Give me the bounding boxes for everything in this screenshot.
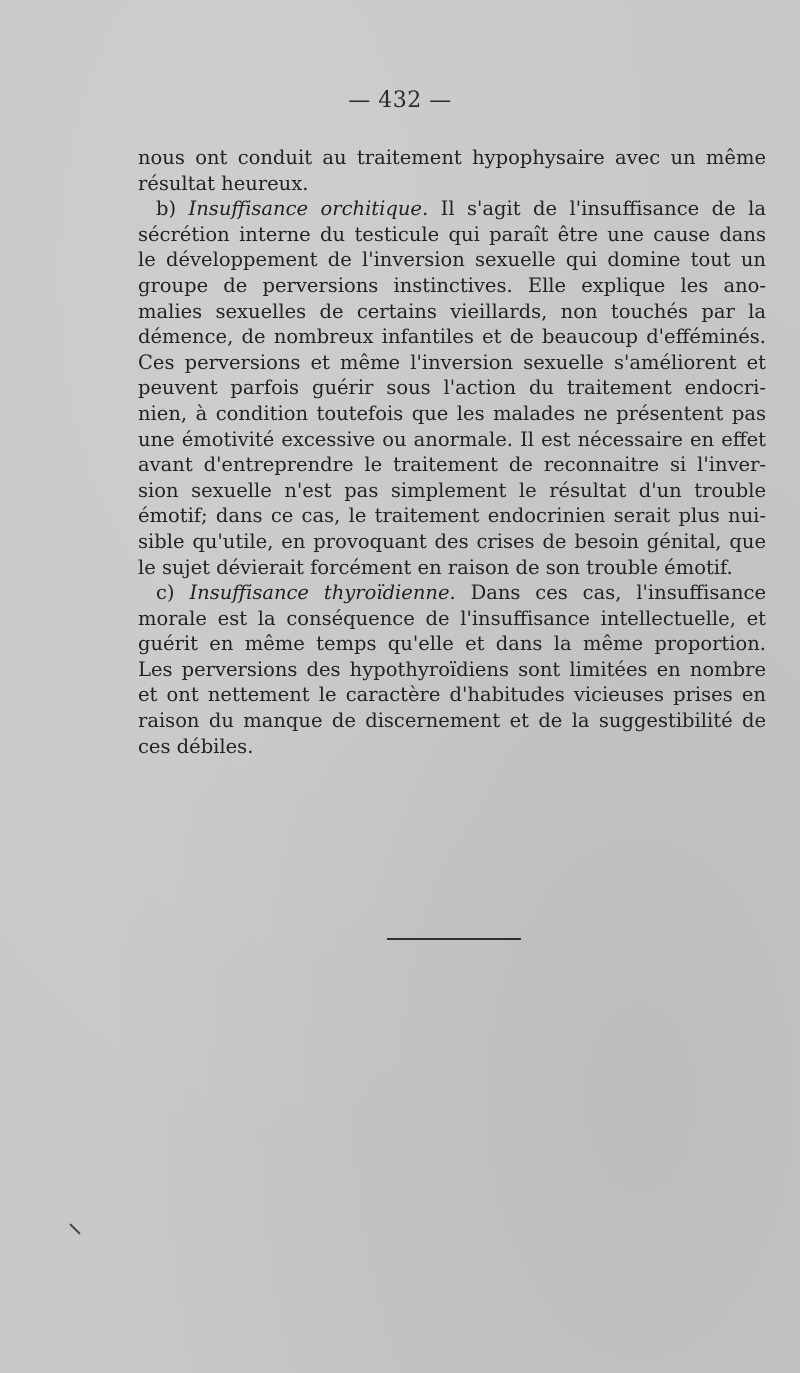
text-line: une émotivité excessive ou anormale. Il est nécessaire en effet [138, 427, 766, 451]
section-c-heading-line [138, 580, 766, 606]
text-line: ces débiles. [138, 734, 254, 758]
text-line: avant d'entreprendre le traitement de reconnaitre si l'inver- [138, 453, 766, 477]
section-b-label: b) [156, 197, 177, 221]
section-c-label: c) [156, 581, 175, 605]
text-line: Ces perversions et même l'inversion sexuelle s'améliorent et [138, 350, 766, 374]
text-line: émotif; dans ce cas, le traitement endocrinien serait plus nui- [138, 504, 766, 528]
text-line: groupe de perversions instinctives. Elle explique les ano- [138, 273, 766, 297]
text-line: peuvent parfois guérir sous l'action du traitement endocri- [138, 376, 766, 400]
text-line: sible qu'utile, en provoquant des crises de besoin génital, que [138, 529, 766, 553]
section-b-first-line: Il s'agit de l'insuffisance de la [440, 197, 766, 221]
end-rule-divider [387, 938, 521, 940]
text-line: malies sexuelles de certains vieillards, non touchés par la [138, 299, 766, 323]
section-b-title: Insuffisance orchitique. [188, 197, 429, 221]
page-number: — 432 — [348, 88, 452, 113]
section-c-first-line: Dans ces cas, l'insuffisance [470, 581, 767, 605]
text-line: nien, à condition toutefois que les malades ne présentent pas [138, 401, 766, 425]
text-line: Les perversions des hypothyroïdiens sont limitées en nombre [138, 657, 766, 681]
page-body [138, 145, 766, 759]
text-line: résultat heureux. [138, 171, 309, 195]
text-line: raison du manque de discernement et de la suggestibilité de [138, 709, 766, 733]
text-line: le sujet dévierait forcément en raison de son trouble émotif. [138, 555, 733, 579]
stray-ink-mark [69, 1223, 80, 1234]
text-line: sion sexuelle n'est pas simplement le résultat d'un trouble [138, 478, 766, 502]
text-line: nous ont conduit au traitement hypophysaire avec un même [138, 146, 766, 169]
text-line: et ont nettement le caractère d'habitudes vicieuses prises en [138, 683, 766, 707]
text-line: morale est la conséquence de l'insuffisance intellectuelle, et [138, 606, 766, 630]
text-line: le développement de l'inversion sexuelle qui domine tout un [138, 248, 766, 272]
section-b-heading-line [138, 196, 766, 222]
text-line: guérit en même temps qu'elle et dans la même proportion. [138, 632, 766, 656]
text-line: sécrétion interne du testicule qui paraît être une cause dans [138, 222, 766, 246]
section-c-title: Insuffisance thyroïdienne. [189, 581, 456, 605]
text-line: démence, de nombreux infantiles et de beaucoup d'efféminés. [138, 325, 766, 349]
